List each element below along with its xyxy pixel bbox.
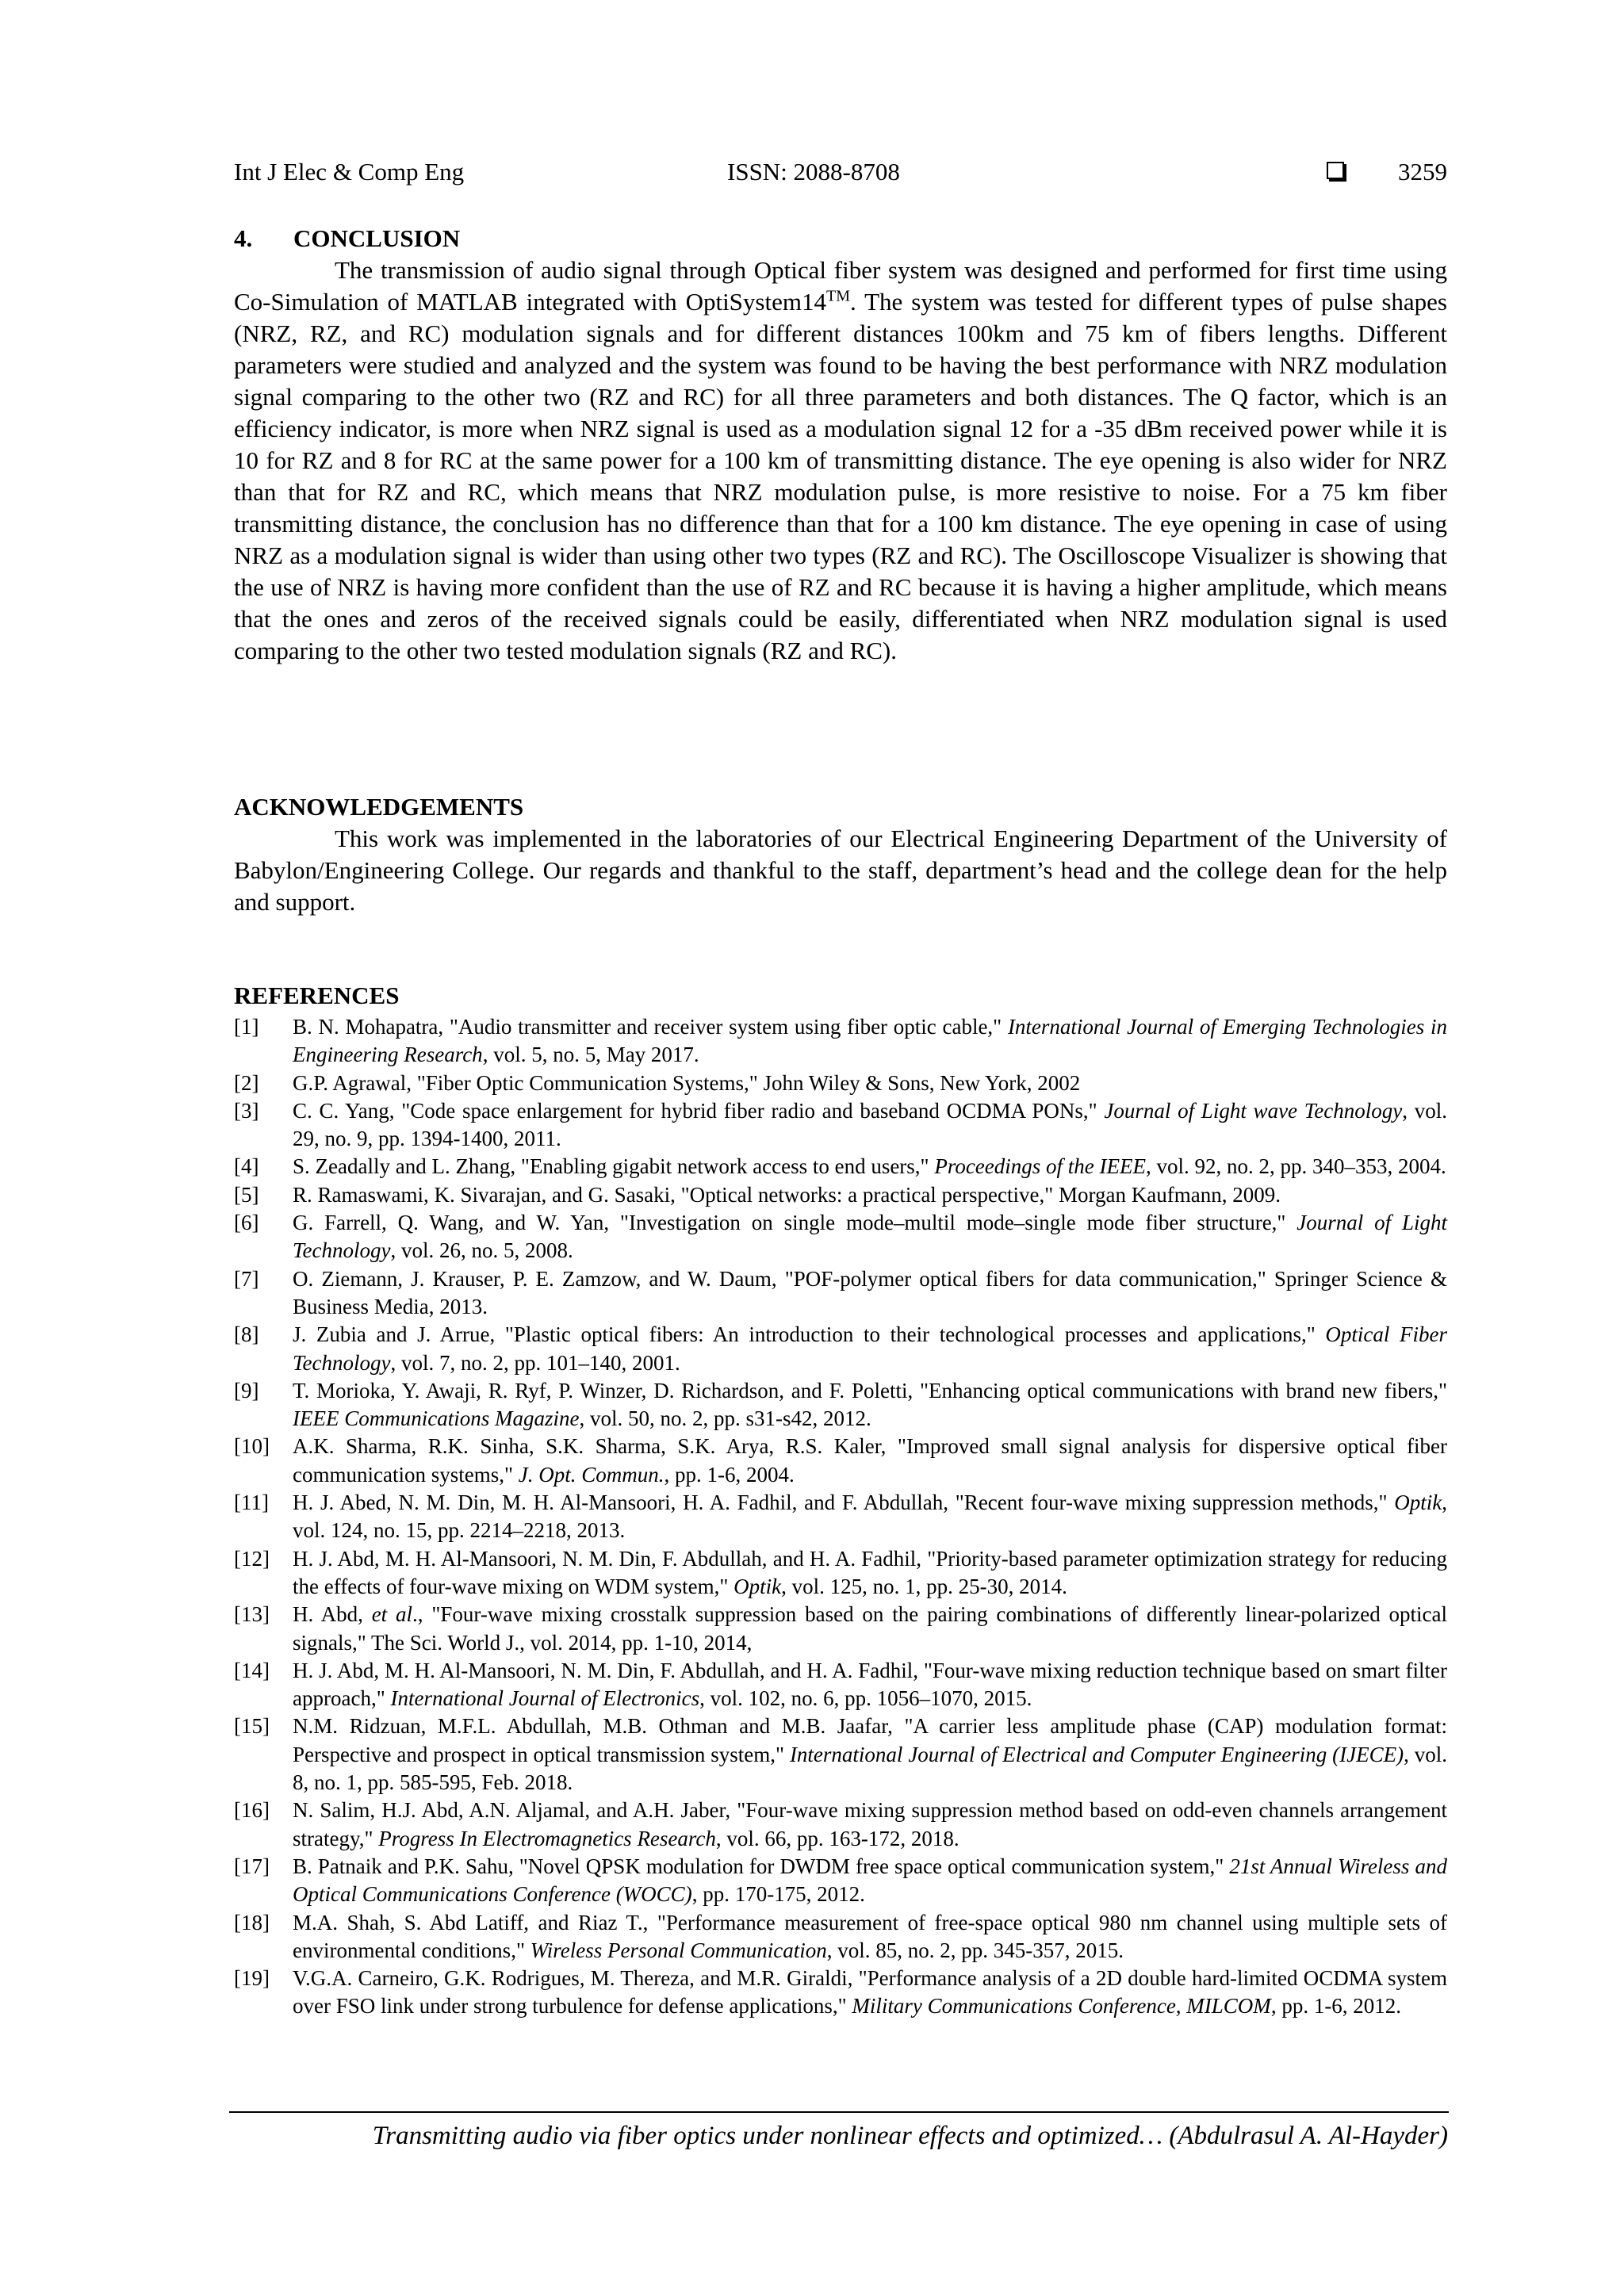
- reference-list: [234, 1013, 1447, 2021]
- conclusion-text-part2: . The system was tested for different types of pulse shapes (NRZ, RZ, and RC) modulation signals and for different distances 100km and 75 km of fibers lengths. Different parameters were studied and analyzed and the system was found to be having the best performance with NRZ modulation signal comparing to the other two (RZ and RC) for all three parameters and both distances. The Q factor, which is an efficiency indicator, is more when NRZ signal is used as a modulation signal 12 for a -35 dBm received power while it is 10 for RZ and 8 for RC at the same power for a 100 km of transmitting distance. The eye opening is also wider for NRZ than that for RZ and RC, which means that NRZ modulation pulse, is more resistive to noise. For a 75 km fiber transmitting distance, the conclusion has no difference than that for a 100 km distance. The eye opening in case of using NRZ as a modulation signal is wider than using other two types (RZ and RC). The Oscilloscope Visualizer is showing that the use of NRZ is having more confident than the use of RZ and RC because it is having a higher amplitude, which means that the ones and zeros of the received signals could be easily, differentiated when NRZ modulation signal is used comparing to the other two tested modulation signals (RZ and RC).: [234, 288, 1447, 664]
- reference-text-start: H. J. Abd, M. H. Al-Mansoori, N. M. Din, F. Abdullah, and H. A. Fadhil, "Priority-based parameter optimization strategy for reducing the effects of four-wave mixing on WDM system,": [293, 1546, 1447, 1598]
- reference-text: [293, 1099, 1447, 1150]
- reference-number: [18]: [234, 1910, 270, 1934]
- reference-item: [234, 1489, 1447, 1545]
- running-header: [234, 155, 1447, 189]
- conclusion-paragraph: [234, 254, 1447, 667]
- reference-number: [2]: [234, 1070, 259, 1095]
- reference-item: [234, 1321, 1447, 1377]
- reference-text-end: , vol. 66, pp. 163-172, 2018.: [715, 1826, 959, 1850]
- reference-text-start: T. Morioka, Y. Awaji, R. Ryf, P. Winzer, D. Richardson, and F. Poletti, "Enhancing optical communications with brand new fibers,": [293, 1378, 1447, 1402]
- reference-text-start: C. C. Yang, "Code space enlargement for hybrid fiber radio and baseband OCDMA PONs,": [293, 1098, 1105, 1123]
- reference-item: [234, 1433, 1447, 1489]
- reference-text: [293, 1322, 1447, 1374]
- reference-text-end: , vol. 5, no. 5, May 2017.: [482, 1043, 699, 1067]
- reference-item: [234, 1181, 1447, 1209]
- reference-item: [234, 1545, 1447, 1601]
- reference-text-end: , vol. 92, no. 2, pp. 340–353, 2004.: [1146, 1154, 1446, 1179]
- reference-number: [11]: [234, 1490, 269, 1515]
- reference-text: [293, 1798, 1447, 1850]
- acknowledgements-paragraph: This work was implemented in the laboratories of our Electrical Engineering Department of the University of Babylon/Engineering College. Our regards and thankful to the staff, department’s head and the college dean for the help and support.: [234, 825, 1447, 916]
- reference-text-start: H. Abd,: [293, 1602, 372, 1627]
- reference-text: [293, 1434, 1447, 1486]
- reference-number: [19]: [234, 1966, 270, 1991]
- reference-number: [14]: [234, 1658, 270, 1682]
- reference-source-italic: Journal of Light wave Technology: [1104, 1098, 1403, 1123]
- reference-number: [12]: [234, 1546, 270, 1571]
- reference-text-end: , vol. 102, no. 6, pp. 1056–1070, 2015.: [699, 1686, 1032, 1711]
- reference-source-italic: 21st Annual Wireless and Optical Communications Conference (WOCC): [293, 1854, 1447, 1907]
- reference-text-start: B. N. Mohapatra, "Audio transmitter and receiver system using fiber optic cable,": [293, 1015, 1008, 1039]
- reference-text-end: , vol. 85, no. 2, pp. 345-357, 2015.: [826, 1938, 1124, 1962]
- reference-item: [234, 1965, 1447, 2021]
- reference-source-italic: et al: [371, 1602, 413, 1627]
- reference-item: [234, 1013, 1447, 1070]
- reference-text: [293, 1267, 1447, 1318]
- reference-text-start: O. Ziemann, J. Krauser, P. E. Zamzow, and W. Daum, "POF-polymer optical fibers for data communication," Springer Science & Business Media, 2013.: [293, 1266, 1447, 1318]
- reference-number: [6]: [234, 1211, 259, 1235]
- reference-text: [293, 1211, 1447, 1262]
- conclusion-section: [234, 223, 1447, 667]
- reference-text: [293, 1854, 1447, 1906]
- reference-number: [8]: [234, 1322, 259, 1347]
- reference-text: [293, 1547, 1447, 1598]
- reference-text-end: , vol. 7, no. 2, pp. 101–140, 2001.: [390, 1350, 680, 1375]
- reference-text-start: A.K. Sharma, R.K. Sinha, S.K. Sharma, S.K. Arya, R.S. Kaler, "Improved small signal analysis for dispersive optical fiber communication systems,": [293, 1434, 1447, 1487]
- reference-text-start: G.P. Agrawal, "Fiber Optic Communication Systems," John Wiley & Sons, New York, 2002: [293, 1070, 1081, 1095]
- reference-number: [5]: [234, 1182, 259, 1207]
- reference-text: [293, 1379, 1447, 1430]
- running-footer: Transmitting audio via fiber optics under nonlinear effects and optimized… (Abdulrasul A. Al-Hayder): [372, 2122, 1448, 2150]
- reference-item: [234, 1209, 1447, 1265]
- reference-text: [293, 1659, 1447, 1710]
- reference-text: [293, 1154, 1446, 1178]
- checkbox-square-icon: [1327, 162, 1344, 179]
- reference-number: [3]: [234, 1098, 259, 1123]
- reference-text-end: , pp. 1-6, 2012.: [1270, 1994, 1402, 2019]
- reference-text-end: , vol. 29, no. 9, pp. 1394-1400, 2011.: [293, 1098, 1447, 1151]
- reference-source-italic: Military Communications Conference, MILCOM: [852, 1994, 1271, 2019]
- reference-text-start: H. J. Abd, M. H. Al-Mansoori, N. M. Din, F. Abdullah, and H. A. Fadhil, "Four-wave mixing reduction technique based on smart filter approach,": [293, 1658, 1447, 1711]
- reference-number: [10]: [234, 1434, 270, 1459]
- reference-number: [13]: [234, 1602, 270, 1627]
- reference-text-start: B. Patnaik and P.K. Sahu, "Novel QPSK modulation for DWDM free space optical communication system,": [293, 1854, 1230, 1878]
- reference-text-start: N.M. Ridzuan, M.F.L. Abdullah, M.B. Othman and M.B. Jaafar, "A carrier less amplitude phase (CAP) modulation format: Perspective and prospect in optical transmission system,": [293, 1714, 1447, 1766]
- reference-text-start: V.G.A. Carneiro, G.K. Rodrigues, M. Thereza, and M.R. Giraldi, "Performance analysis of a 2D double hard-limited OCDMA system over FSO link under strong turbulence for defense applications,": [293, 1966, 1447, 2019]
- trademark-superscript: TM: [825, 287, 850, 305]
- reference-text-end: , vol. 50, no. 2, pp. s31-s42, 2012.: [579, 1406, 871, 1431]
- references-section: [234, 980, 1447, 2021]
- conclusion-heading: [234, 223, 1447, 254]
- reference-source-italic: International Journal of Electronics: [390, 1686, 700, 1711]
- reference-item: [234, 1153, 1447, 1181]
- reference-item: [234, 1797, 1447, 1853]
- section-number: 4.: [234, 224, 253, 252]
- reference-text: [293, 1966, 1447, 2018]
- reference-text: [293, 1911, 1447, 1962]
- reference-text-start: S. Zeadally and L. Zhang, "Enabling gigabit network access to end users,": [293, 1154, 935, 1179]
- journal-name: Int J Elec & Comp Eng: [234, 158, 465, 186]
- page-number: 3259: [1398, 158, 1447, 186]
- reference-source-italic: Journal of Light Technology: [293, 1211, 1447, 1263]
- reference-text-start: N. Salim, H.J. Abd, A.N. Aljamal, and A.H. Jaber, "Four-wave mixing suppression method based on odd-even channels arrangement strategy,": [293, 1798, 1447, 1850]
- reference-item: [234, 1097, 1447, 1154]
- reference-text: [293, 1015, 1447, 1066]
- reference-text-end: , vol. 26, no. 5, 2008.: [390, 1238, 573, 1263]
- reference-text: [293, 1714, 1447, 1794]
- issn-label: ISSN: 2088-8708: [727, 158, 900, 186]
- reference-text-end: , pp. 1-6, 2004.: [664, 1462, 795, 1487]
- reference-text-end: , vol. 125, no. 1, pp. 25-30, 2014.: [781, 1574, 1067, 1598]
- reference-source-italic: Wireless Personal Communication: [530, 1938, 827, 1962]
- reference-number: [16]: [234, 1798, 270, 1823]
- reference-source-italic: Optik: [733, 1574, 782, 1598]
- reference-number: [9]: [234, 1378, 259, 1402]
- section-title: CONCLUSION: [293, 224, 461, 252]
- reference-text: [293, 1490, 1447, 1542]
- reference-text-start: J. Zubia and J. Arrue, "Plastic optical fibers: An introduction to their technological processes and applications,": [293, 1322, 1326, 1347]
- reference-number: [1]: [234, 1015, 259, 1039]
- reference-number: [4]: [234, 1154, 259, 1179]
- reference-item: [234, 1712, 1447, 1797]
- acknowledgements-heading: ACKNOWLEDGEMENTS: [234, 793, 524, 821]
- reference-text-start: G. Farrell, Q. Wang, and W. Yan, "Investigation on single mode–multil mode–single mode fiber structure,": [293, 1211, 1297, 1235]
- references-heading: REFERENCES: [234, 982, 400, 1009]
- acknowledgements-section: [234, 791, 1447, 918]
- reference-text: [293, 1071, 1080, 1095]
- conclusion-text-part1: The transmission of audio signal through Optical fiber system was designed and performed for first time using Co-Simulation of MATLAB integrated with OptiSystem14: [234, 256, 1447, 316]
- reference-number: [7]: [234, 1266, 259, 1291]
- reference-source-italic: Progress In Electromagnetics Research: [378, 1826, 716, 1850]
- reference-source-italic: International Journal of Emerging Technologies in Engineering Research: [293, 1015, 1448, 1067]
- reference-number: [17]: [234, 1854, 270, 1878]
- reference-source-italic: Proceedings of the IEEE: [934, 1154, 1146, 1179]
- reference-source-italic: J. Opt. Commun.: [518, 1462, 665, 1487]
- reference-item: [234, 1853, 1447, 1909]
- reference-text-start: R. Ramaswami, K. Sivarajan, and G. Sasaki, "Optical networks: a practical perspective," Morgan Kaufmann, 2009.: [293, 1182, 1281, 1207]
- reference-text-end: , vol. 124, no. 15, pp. 2214–2218, 2013.: [293, 1490, 1447, 1543]
- reference-source-italic: IEEE Communications Magazine: [293, 1406, 580, 1431]
- reference-text-end: ., "Four-wave mixing crosstalk suppression based on the pairing combinations of differently linear-polarized optical signals," The Sci. World J., vol. 2014, pp. 1-10, 2014,: [293, 1602, 1447, 1655]
- footer-divider: [229, 2111, 1449, 2113]
- reference-text-start: H. J. Abed, N. M. Din, M. H. Al-Mansoori, H. A. Fadhil, and F. Abdullah, "Recent four-wave mixing suppression methods,": [293, 1490, 1395, 1515]
- reference-item: [234, 1909, 1447, 1965]
- reference-text: [293, 1602, 1447, 1654]
- reference-number: [15]: [234, 1714, 270, 1739]
- reference-item: [234, 1601, 1447, 1657]
- reference-text-start: M.A. Shah, S. Abd Latiff, and Riaz T., "Performance measurement of free-space optical 980 nm channel using multiple sets of environmental conditions,": [293, 1910, 1447, 1962]
- reference-item: [234, 1657, 1447, 1713]
- reference-item: [234, 1377, 1447, 1433]
- reference-text: [293, 1183, 1281, 1207]
- reference-text-end: , vol. 8, no. 1, pp. 585-595, Feb. 2018.: [293, 1742, 1447, 1795]
- reference-item: [234, 1070, 1447, 1097]
- reference-text-end: , pp. 170-175, 2012.: [691, 1882, 865, 1907]
- reference-source-italic: International Journal of Electrical and Computer Engineering (IJECE): [789, 1742, 1404, 1766]
- reference-item: [234, 1265, 1447, 1322]
- reference-source-italic: Optical Fiber Technology: [293, 1322, 1447, 1375]
- reference-source-italic: Optik: [1394, 1490, 1442, 1515]
